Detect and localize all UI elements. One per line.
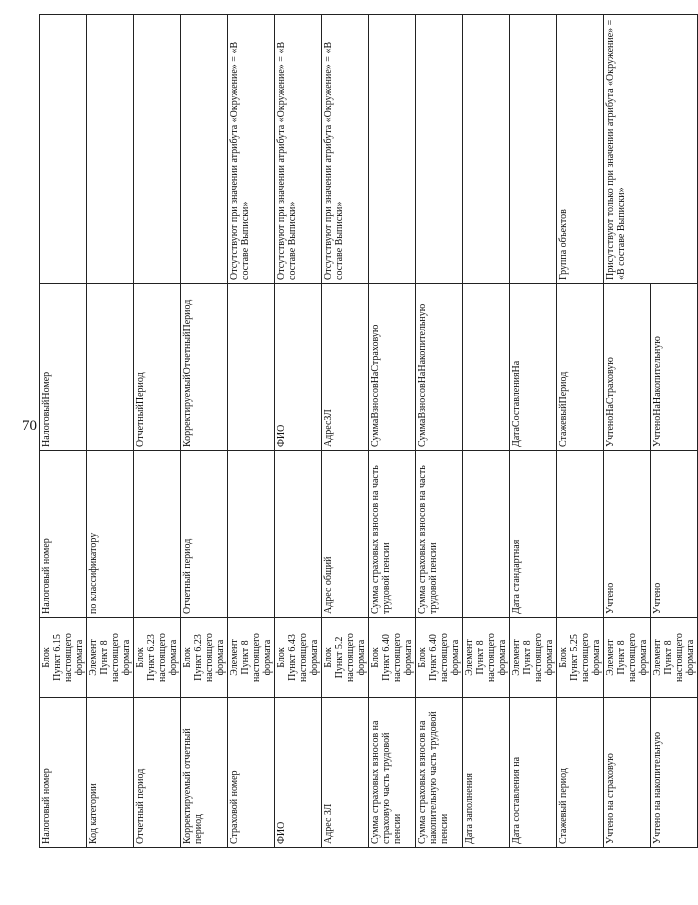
field-name-cell: ФИО xyxy=(275,698,322,848)
item-type-cell: Блок Пункт 6.23 настоящего формата xyxy=(134,618,181,698)
note-cell: Присутствуют только при значении атрибута «Окружение» = «В составе Выписки» xyxy=(604,15,698,284)
field-name-cell: Отчетный период xyxy=(134,698,181,848)
type-name-cell: Адрес общий xyxy=(322,451,369,618)
item-type-cell: Элемент Пункт 8 настоящего формата xyxy=(87,618,134,698)
table-row xyxy=(416,15,463,848)
type-name-cell: Учтено xyxy=(604,451,651,618)
xml-element-cell xyxy=(87,284,134,451)
table-row xyxy=(369,15,416,848)
note-cell: Отсутствуют при значении атрибута «Окружение» = «В составе Выписки» xyxy=(228,15,275,284)
item-type-cell: Элемент Пункт 8 настоящего формата xyxy=(604,618,651,698)
type-name-cell xyxy=(134,451,181,618)
xml-element-cell: СтажевыйПериод xyxy=(557,284,604,451)
item-type-cell: Элемент Пункт 8 настоящего формата xyxy=(228,618,275,698)
type-name-cell: Сумма страховых взносов на часть трудовой пенсии xyxy=(369,451,416,618)
note-cell: Группа объектов xyxy=(557,15,604,284)
xml-element-cell: СуммаВзносовНаСтраховую xyxy=(369,284,416,451)
note-cell xyxy=(463,15,510,284)
note-cell: Отсутствуют при значении атрибута «Окружение» = «В составе Выписки» xyxy=(322,15,369,284)
item-type-cell: Элемент Пункт 8 настоящего формата xyxy=(510,618,557,698)
note-cell xyxy=(87,15,134,284)
item-type-cell: Блок Пункт 6.40 настоящего формата xyxy=(369,618,416,698)
note-cell xyxy=(416,15,463,284)
field-name-cell: Сумма страховых взносов на накопительную часть трудовой пенсии xyxy=(416,698,463,848)
type-name-cell: по классификатору xyxy=(87,451,134,618)
type-name-cell xyxy=(557,451,604,618)
table-row xyxy=(557,15,604,848)
xml-element-cell: ДатаСоставленияНа xyxy=(510,284,557,451)
xml-element-cell: УчтеноНаСтраховую xyxy=(604,284,651,451)
xml-element-cell: ФИО xyxy=(275,284,322,451)
xml-element-cell: НалоговыйНомер xyxy=(40,284,87,451)
field-name-cell: Дата составления на xyxy=(510,698,557,848)
rotated-table-viewport xyxy=(39,15,696,848)
table-row xyxy=(322,15,369,848)
field-name-cell: Сумма страховых взносов на страховую часть трудовой пенсии xyxy=(369,698,416,848)
format-table xyxy=(39,14,698,848)
rotated-table-container xyxy=(39,15,696,848)
type-name-cell: Сумма страховых взносов на часть трудовой пенсии xyxy=(416,451,463,618)
item-type-cell: Блок Пункт 6.40 настоящего формата xyxy=(416,618,463,698)
field-name-cell: Корректируемый отчетный период xyxy=(181,698,228,848)
table-row xyxy=(40,15,87,848)
table-row xyxy=(228,15,275,848)
note-cell xyxy=(369,15,416,284)
field-name-cell: Адрес ЗЛ xyxy=(322,698,369,848)
type-name-cell: Налоговый номер xyxy=(40,451,87,618)
field-name-cell: Дата заполнения xyxy=(463,698,510,848)
field-name-cell: Код категории xyxy=(87,698,134,848)
field-name-cell: Страховой номер xyxy=(228,698,275,848)
type-name-cell xyxy=(463,451,510,618)
field-name-cell: Учтено на накопительную xyxy=(651,698,698,848)
field-name-cell: Учтено на страховую xyxy=(604,698,651,848)
note-cell xyxy=(181,15,228,284)
item-type-cell: Элемент Пункт 8 настоящего формата xyxy=(651,618,698,698)
note-cell xyxy=(510,15,557,284)
table-row xyxy=(275,15,322,848)
table-row xyxy=(134,15,181,848)
item-type-cell: Блок Пункт 5.2 настоящего формата xyxy=(322,618,369,698)
note-cell xyxy=(40,15,87,284)
type-name-cell xyxy=(275,451,322,618)
xml-element-cell: УчтеноНаНакопительную xyxy=(651,284,698,451)
xml-element-cell: КорректируемыйОтчетныйПериод xyxy=(181,284,228,451)
item-type-cell: Блок Пункт 6.43 настоящего формата xyxy=(275,618,322,698)
table-row xyxy=(87,15,134,848)
type-name-cell xyxy=(228,451,275,618)
page-number: 70 xyxy=(22,418,37,434)
type-name-cell: Дата стандартная xyxy=(510,451,557,618)
table-row xyxy=(604,15,651,848)
xml-element-cell: АдресЗЛ xyxy=(322,284,369,451)
item-type-cell: Элемент Пункт 8 настоящего формата xyxy=(463,618,510,698)
table-body xyxy=(40,15,698,848)
xml-element-cell: ОтчетныйПериод xyxy=(134,284,181,451)
type-name-cell: Отчетный период xyxy=(181,451,228,618)
type-name-cell: Учтено xyxy=(651,451,698,618)
table-row xyxy=(510,15,557,848)
note-cell: Отсутствуют при значении атрибута «Окружение» = «В составе Выписки» xyxy=(275,15,322,284)
xml-element-cell xyxy=(463,284,510,451)
item-type-cell: Блок Пункт 5.25 настоящего формата xyxy=(557,618,604,698)
note-cell xyxy=(134,15,181,284)
field-name-cell: Налоговый номер xyxy=(40,698,87,848)
field-name-cell: Стажевый период xyxy=(557,698,604,848)
table-row xyxy=(181,15,228,848)
item-type-cell: Блок Пункт 6.15 настоящего формата xyxy=(40,618,87,698)
item-type-cell: Блок Пункт 6.23 настоящего формата xyxy=(181,618,228,698)
table-row xyxy=(463,15,510,848)
xml-element-cell: СуммаВзносовНаНакопительную xyxy=(416,284,463,451)
xml-element-cell xyxy=(228,284,275,451)
